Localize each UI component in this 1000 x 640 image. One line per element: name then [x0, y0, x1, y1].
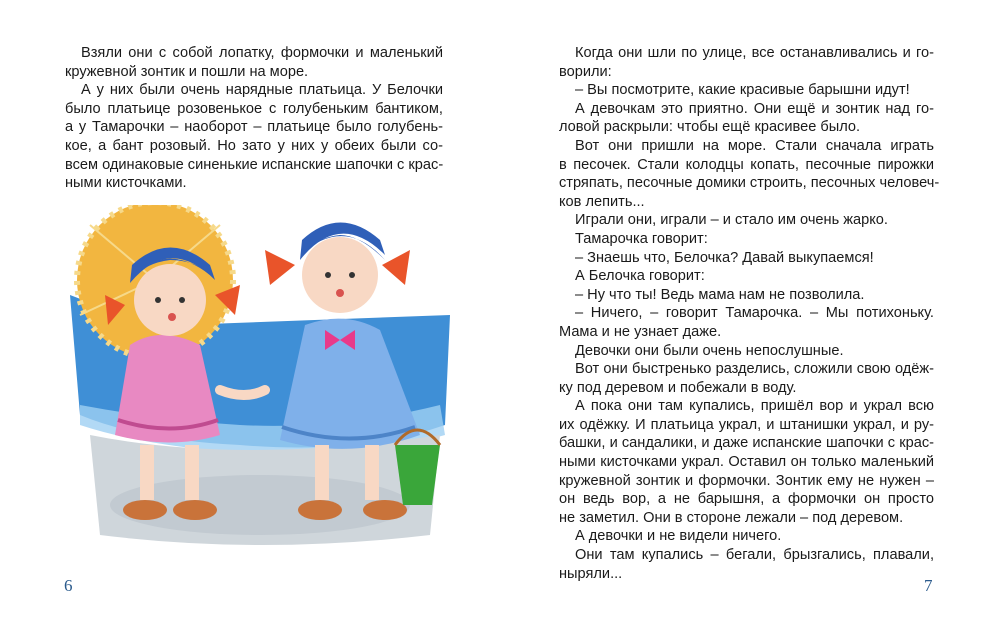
text-line: А пока они там купались, пришёл вор и украл всю — [575, 398, 934, 415]
text-line: кое, а бант розовый. Но зато у них у обеих были со- — [65, 137, 443, 154]
text-line: ворили: — [559, 63, 612, 80]
text-line: башки, и сандалики, и даже испанские шапочки с крас- — [559, 435, 934, 452]
text-line: А у них были очень нарядные платьица. У Белочки — [81, 82, 443, 99]
text-line: ными кисточками украл. Оставил он только маленький — [559, 454, 934, 471]
illustration-girls-with-umbrella — [60, 205, 450, 565]
page-number-right: 7 — [924, 576, 933, 595]
text-line: Вот они быстренько разделись, сложили свою одёж- — [575, 361, 934, 378]
text-line: стряпать, песочные домики строить, песочных человеч- — [559, 175, 940, 192]
text-line: – Знаешь что, Белочка? Давай выкупаемся! — [575, 249, 874, 266]
text-line: Они там купались – бегали, брызгались, плавали, — [575, 547, 934, 564]
text-line: он ведь вор, а не барышня, а формочки он просто — [559, 491, 934, 508]
right-page — [500, 0, 1000, 640]
text-line: Мама и не узнает даже. — [559, 323, 722, 340]
text-line: – Ничего, – говорит Тамарочка. – Мы потихоньку. — [575, 305, 934, 322]
text-line: Тамарочка говорит: — [575, 230, 708, 247]
text-line: ку под деревом и побежали в воду. — [559, 379, 797, 396]
text-line: в песочек. Стали колодцы копать, песочные пирожки — [559, 156, 934, 173]
text-line: – Ну что ты! Ведь мама нам не позволила. — [575, 286, 865, 303]
left-page-text — [65, 44, 443, 193]
text-line: кружевной зонтик и пошли на море. — [65, 63, 309, 80]
text-line: кружевной зонтик и формочки. Зонтик ему не нужен – — [559, 472, 934, 489]
text-line: их одёжку. И платьица украл, и штанишки украл, и ру- — [559, 416, 934, 433]
page-number-left: 6 — [64, 576, 73, 595]
text-line: ныряли... — [559, 565, 623, 582]
text-line: ловой раскрыли: чтобы ещё красивее было. — [559, 119, 861, 136]
text-line: А Белочка говорит: — [575, 268, 705, 285]
text-line: всем одинаковые синенькие испанские шапочки с крас- — [65, 156, 444, 173]
text-line: не заметил. Они в стороне лежали – под деревом. — [559, 509, 904, 526]
text-line: Взяли они с собой лопатку, формочки и маленький — [81, 45, 443, 61]
right-page-text — [559, 44, 940, 583]
text-line: – Вы посмотрите, какие красивые барышни идут! — [575, 82, 910, 99]
text-line: ными кисточками. — [65, 175, 187, 192]
text-line: а у Тамарочки – наоборот – платьице было голубень- — [65, 119, 443, 136]
text-line: А девочкам это приятно. Они ещё и зонтик над го- — [575, 100, 934, 117]
text-line: А девочки и не видели ничего. — [575, 528, 782, 545]
text-line: было платьице розовенькое с голубеньким бантиком, — [65, 100, 443, 117]
text-line: Играли они, играли – и стало им очень жарко. — [575, 212, 888, 229]
text-line: Девочки они были очень непослушные. — [575, 342, 844, 359]
text-line: Когда они шли по улице, все останавливались и го- — [575, 45, 934, 61]
text-line: ков лепить... — [559, 193, 645, 210]
text-line: Вот они пришли на море. Стали сначала играть — [575, 137, 934, 154]
